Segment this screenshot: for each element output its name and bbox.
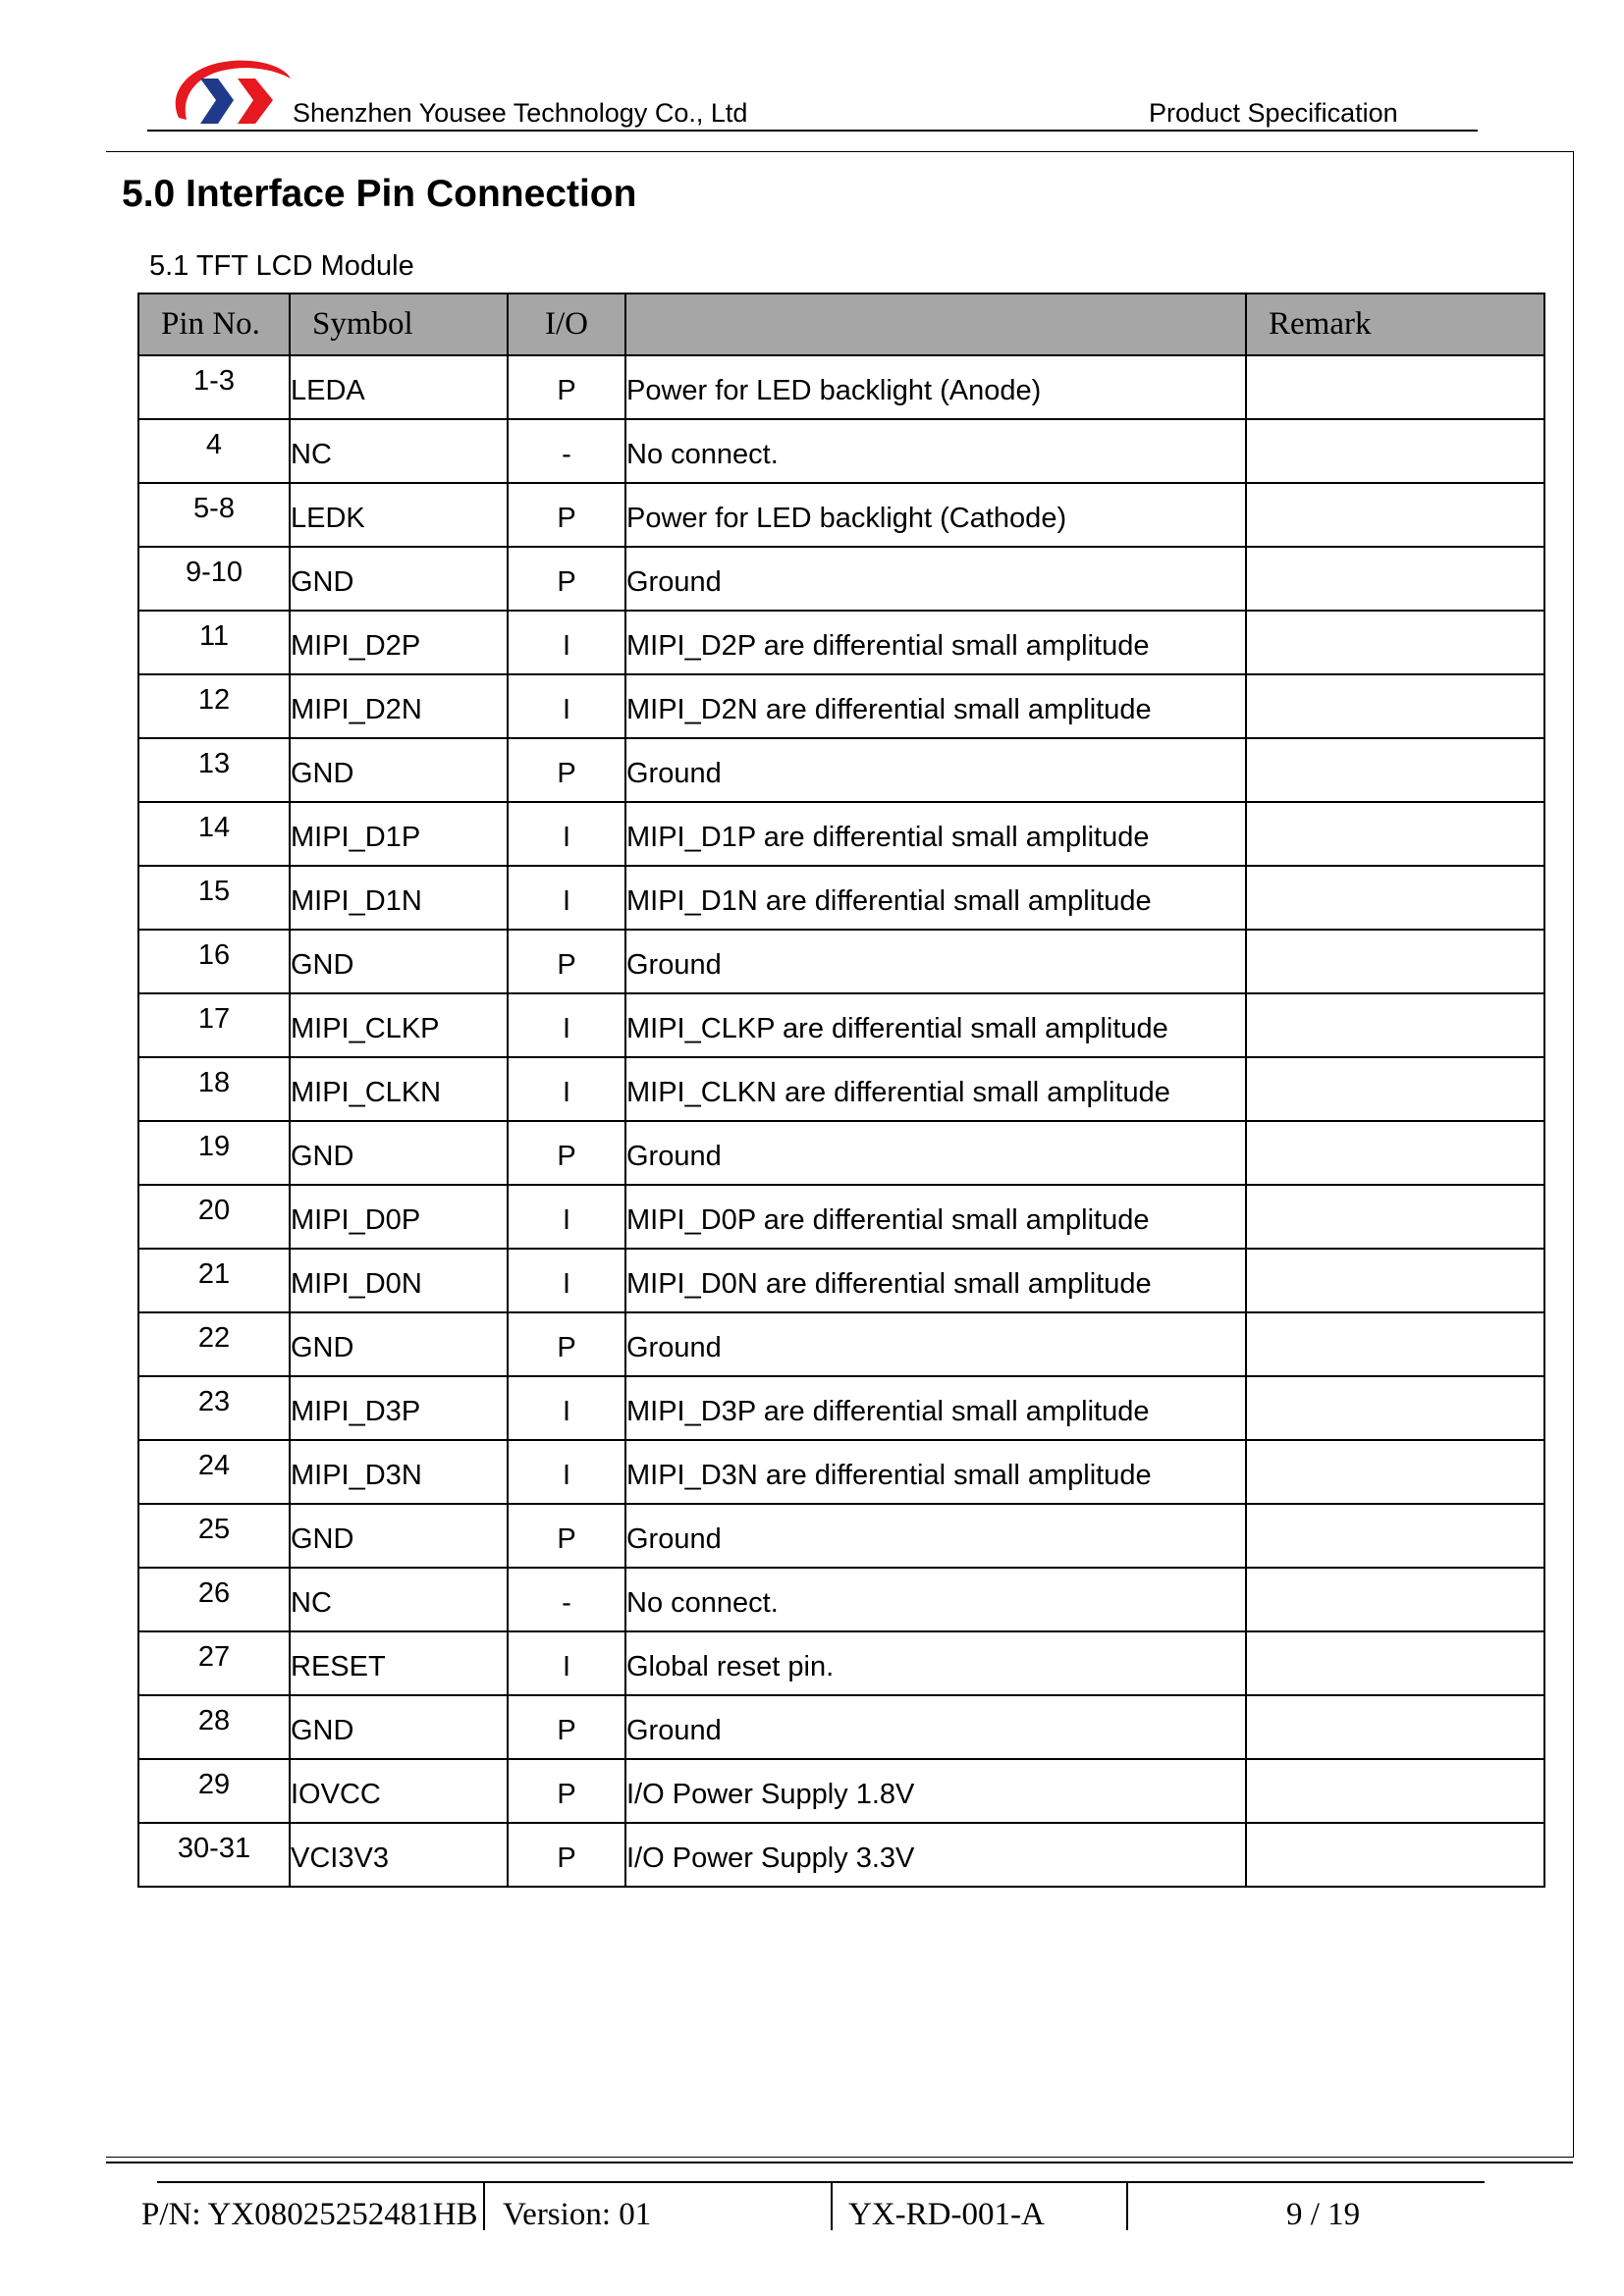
symbol-text: GND bbox=[291, 1715, 354, 1746]
io-type-cell bbox=[508, 674, 625, 738]
description-cell bbox=[625, 1312, 1246, 1376]
io-type-text: P bbox=[557, 949, 576, 981]
description-cell bbox=[625, 419, 1246, 483]
symbol-text: IOVCC bbox=[291, 1779, 381, 1810]
remark-cell bbox=[1246, 1504, 1544, 1568]
remark-cell bbox=[1246, 611, 1544, 674]
description-cell bbox=[625, 930, 1246, 993]
io-type-text: I bbox=[562, 1013, 571, 1044]
description-text: Global reset pin. bbox=[626, 1651, 835, 1682]
io-type-cell bbox=[508, 355, 625, 419]
io-type-cell bbox=[508, 483, 625, 547]
description-cell bbox=[625, 866, 1246, 930]
description-cell bbox=[625, 1057, 1246, 1121]
footer-separator bbox=[831, 2183, 833, 2230]
pin-table bbox=[137, 293, 1545, 1888]
pin-number-text: 5-8 bbox=[193, 493, 235, 524]
table-row bbox=[138, 1504, 1544, 1568]
pin-number-text: 22 bbox=[197, 1322, 231, 1354]
part-number: P/N: YX08025252481HB bbox=[141, 2197, 478, 2232]
io-type-text: I bbox=[562, 1204, 571, 1236]
description-text: Ground bbox=[626, 1715, 722, 1746]
symbol-cell bbox=[290, 419, 508, 483]
remark-cell bbox=[1246, 930, 1544, 993]
remark-cell bbox=[1246, 1631, 1544, 1695]
description-text: Ground bbox=[626, 949, 722, 981]
symbol-cell bbox=[290, 930, 508, 993]
pin-number-text: 30-31 bbox=[177, 1833, 251, 1864]
io-type-cell bbox=[508, 802, 625, 866]
symbol-text: GND bbox=[291, 566, 354, 598]
col-header-io: I/O bbox=[508, 294, 625, 355]
pin-number-text: 16 bbox=[197, 939, 231, 971]
remark-cell bbox=[1246, 674, 1544, 738]
description-text: MIPI_D0P are differential small amplitude bbox=[626, 1204, 1150, 1236]
pin-number-cell bbox=[138, 1312, 290, 1376]
document-type: Product Specification bbox=[1149, 98, 1398, 128]
symbol-text: VCI3V3 bbox=[291, 1842, 389, 1874]
symbol-text: GND bbox=[291, 1523, 354, 1555]
symbol-cell bbox=[290, 1695, 508, 1759]
symbol-cell bbox=[290, 611, 508, 674]
description-text: MIPI_D0N are differential small amplitude bbox=[626, 1268, 1152, 1300]
company-logo-icon bbox=[157, 49, 295, 137]
description-cell bbox=[625, 611, 1246, 674]
table-row bbox=[138, 1631, 1544, 1695]
description-text: MIPI_D2N are differential small amplitude bbox=[626, 694, 1152, 725]
symbol-cell bbox=[290, 1057, 508, 1121]
io-type-cell bbox=[508, 738, 625, 802]
remark-cell bbox=[1246, 1185, 1544, 1249]
table-row bbox=[138, 1568, 1544, 1631]
pin-number-cell bbox=[138, 802, 290, 866]
io-type-text: I bbox=[562, 1077, 571, 1108]
symbol-cell bbox=[290, 1823, 508, 1887]
io-type-text: P bbox=[557, 566, 576, 598]
symbol-cell bbox=[290, 1568, 508, 1631]
pin-number-text: 18 bbox=[197, 1067, 231, 1098]
pin-number-cell bbox=[138, 611, 290, 674]
remark-cell bbox=[1246, 419, 1544, 483]
table-row bbox=[138, 674, 1544, 738]
io-type-text: P bbox=[557, 1332, 576, 1363]
table-row bbox=[138, 547, 1544, 611]
io-type-text: P bbox=[557, 375, 576, 406]
io-type-text: I bbox=[562, 1651, 571, 1682]
description-cell bbox=[625, 1823, 1246, 1887]
io-type-cell bbox=[508, 1376, 625, 1440]
col-header-remark: Remark bbox=[1246, 294, 1544, 355]
io-type-cell bbox=[508, 993, 625, 1057]
io-type-text: I bbox=[562, 1268, 571, 1300]
page-header bbox=[147, 39, 1478, 133]
symbol-cell bbox=[290, 483, 508, 547]
description-cell bbox=[625, 802, 1246, 866]
pin-number-text: 29 bbox=[197, 1769, 231, 1800]
footer-separator bbox=[483, 2183, 485, 2230]
table-row bbox=[138, 1185, 1544, 1249]
footer-separator bbox=[1126, 2183, 1128, 2230]
io-type-text: P bbox=[557, 1141, 576, 1172]
symbol-cell bbox=[290, 1185, 508, 1249]
pin-number-cell bbox=[138, 1823, 290, 1887]
table-row bbox=[138, 993, 1544, 1057]
pin-number-cell bbox=[138, 1057, 290, 1121]
table-row bbox=[138, 1057, 1544, 1121]
remark-cell bbox=[1246, 1057, 1544, 1121]
symbol-text: LEDA bbox=[291, 375, 365, 406]
symbol-text: MIPI_D1P bbox=[291, 822, 421, 853]
pin-number-text: 13 bbox=[197, 748, 231, 779]
pin-number-text: 1-3 bbox=[193, 365, 235, 397]
symbol-cell bbox=[290, 355, 508, 419]
io-type-cell bbox=[508, 611, 625, 674]
description-cell bbox=[625, 1759, 1246, 1823]
symbol-text: MIPI_D0N bbox=[291, 1268, 422, 1300]
symbol-text: GND bbox=[291, 1141, 354, 1172]
description-text: MIPI_D1P are differential small amplitude bbox=[626, 822, 1150, 853]
symbol-text: GND bbox=[291, 1332, 354, 1363]
description-cell bbox=[625, 1504, 1246, 1568]
io-type-text: P bbox=[557, 1715, 576, 1746]
description-text: Power for LED backlight (Anode) bbox=[626, 375, 1042, 406]
company-name: Shenzhen Yousee Technology Co., Ltd bbox=[293, 98, 748, 128]
description-cell bbox=[625, 1440, 1246, 1504]
io-type-text: I bbox=[562, 885, 571, 917]
table-row bbox=[138, 1695, 1544, 1759]
io-type-cell bbox=[508, 1249, 625, 1312]
io-type-text: P bbox=[557, 1842, 576, 1874]
symbol-cell bbox=[290, 738, 508, 802]
description-text: MIPI_D1N are differential small amplitude bbox=[626, 885, 1152, 917]
symbol-cell bbox=[290, 993, 508, 1057]
io-type-cell bbox=[508, 1504, 625, 1568]
pin-number-cell bbox=[138, 1631, 290, 1695]
table-row bbox=[138, 930, 1544, 993]
pin-number-text: 19 bbox=[197, 1131, 231, 1162]
table-row bbox=[138, 1249, 1544, 1312]
pin-number-text: 17 bbox=[197, 1003, 231, 1035]
pin-number-text: 9-10 bbox=[185, 557, 244, 588]
remark-cell bbox=[1246, 483, 1544, 547]
io-type-text: P bbox=[557, 503, 576, 534]
symbol-text: MIPI_D2N bbox=[291, 694, 422, 725]
table-row bbox=[138, 1376, 1544, 1440]
symbol-cell bbox=[290, 802, 508, 866]
io-type-cell bbox=[508, 930, 625, 993]
pin-number-cell bbox=[138, 1440, 290, 1504]
description-text: I/O Power Supply 1.8V bbox=[626, 1779, 915, 1810]
remark-cell bbox=[1246, 1568, 1544, 1631]
io-type-cell bbox=[508, 1440, 625, 1504]
pin-number-cell bbox=[138, 419, 290, 483]
pin-number-cell bbox=[138, 1249, 290, 1312]
description-text: MIPI_D2P are differential small amplitude bbox=[626, 630, 1150, 662]
table-row bbox=[138, 1823, 1544, 1887]
symbol-cell bbox=[290, 674, 508, 738]
pin-number-cell bbox=[138, 866, 290, 930]
pin-number-text: 12 bbox=[197, 684, 231, 716]
pin-number-cell bbox=[138, 1695, 290, 1759]
description-text: Power for LED backlight (Cathode) bbox=[626, 503, 1067, 534]
description-cell bbox=[625, 1121, 1246, 1185]
remark-cell bbox=[1246, 1759, 1544, 1823]
io-type-cell bbox=[508, 1759, 625, 1823]
pin-number-text: 23 bbox=[197, 1386, 231, 1417]
symbol-text: NC bbox=[291, 439, 332, 470]
table-row bbox=[138, 419, 1544, 483]
description-cell bbox=[625, 1695, 1246, 1759]
table-row bbox=[138, 802, 1544, 866]
pin-number-cell bbox=[138, 1376, 290, 1440]
description-text: MIPI_CLKN are differential small amplitude bbox=[626, 1077, 1170, 1108]
io-type-cell bbox=[508, 1185, 625, 1249]
header-divider bbox=[147, 130, 1478, 132]
table-row bbox=[138, 355, 1544, 419]
subsection-title: 5.1 TFT LCD Module bbox=[149, 250, 414, 282]
remark-cell bbox=[1246, 738, 1544, 802]
pin-number-text: 27 bbox=[197, 1641, 231, 1673]
symbol-text: MIPI_CLKN bbox=[291, 1077, 442, 1108]
remark-cell bbox=[1246, 547, 1544, 611]
symbol-text: RESET bbox=[291, 1651, 386, 1682]
symbol-cell bbox=[290, 1759, 508, 1823]
remark-cell bbox=[1246, 866, 1544, 930]
io-type-text: I bbox=[562, 1460, 571, 1491]
io-type-text: P bbox=[557, 1523, 576, 1555]
col-header-symbol: Symbol bbox=[290, 294, 508, 355]
io-type-text: I bbox=[562, 694, 571, 725]
symbol-cell bbox=[290, 547, 508, 611]
symbol-cell bbox=[290, 1121, 508, 1185]
description-cell bbox=[625, 1631, 1246, 1695]
pin-number-cell bbox=[138, 930, 290, 993]
pin-number-text: 15 bbox=[197, 876, 231, 907]
symbol-text: GND bbox=[291, 758, 354, 789]
description-text: Ground bbox=[626, 758, 722, 789]
symbol-text: LEDK bbox=[291, 503, 365, 534]
io-type-cell bbox=[508, 419, 625, 483]
io-type-cell bbox=[508, 1823, 625, 1887]
table-row bbox=[138, 738, 1544, 802]
table-row bbox=[138, 1759, 1544, 1823]
col-header-pin: Pin No. bbox=[138, 294, 290, 355]
symbol-text: GND bbox=[291, 949, 354, 981]
io-type-cell bbox=[508, 1057, 625, 1121]
pin-number-text: 11 bbox=[198, 620, 230, 652]
pin-number-cell bbox=[138, 738, 290, 802]
pin-number-cell bbox=[138, 993, 290, 1057]
io-type-text: - bbox=[562, 439, 571, 470]
description-text: MIPI_D3N are differential small amplitude bbox=[626, 1460, 1152, 1491]
pin-number-text: 25 bbox=[197, 1514, 231, 1545]
description-cell bbox=[625, 1249, 1246, 1312]
symbol-text: MIPI_D1N bbox=[291, 885, 422, 917]
document-code: YX-RD-001-A bbox=[848, 2197, 1045, 2232]
description-cell bbox=[625, 483, 1246, 547]
table-row bbox=[138, 611, 1544, 674]
pin-number-text: 21 bbox=[197, 1258, 231, 1290]
pin-number-text: 14 bbox=[197, 812, 231, 843]
table-header-row bbox=[138, 294, 1544, 355]
remark-cell bbox=[1246, 1249, 1544, 1312]
col-header-description bbox=[625, 294, 1246, 355]
symbol-cell bbox=[290, 1504, 508, 1568]
table-row bbox=[138, 1121, 1544, 1185]
io-type-cell bbox=[508, 547, 625, 611]
pin-number-text: 24 bbox=[197, 1450, 231, 1481]
pin-number-cell bbox=[138, 1568, 290, 1631]
pin-number-text: 4 bbox=[205, 429, 223, 460]
io-type-text: P bbox=[557, 1779, 576, 1810]
description-cell bbox=[625, 355, 1246, 419]
pin-number-cell bbox=[138, 355, 290, 419]
pin-number-cell bbox=[138, 1185, 290, 1249]
pin-number-cell bbox=[138, 1504, 290, 1568]
remark-cell bbox=[1246, 1121, 1544, 1185]
symbol-cell bbox=[290, 1249, 508, 1312]
description-cell bbox=[625, 1568, 1246, 1631]
symbol-cell bbox=[290, 866, 508, 930]
remark-cell bbox=[1246, 1440, 1544, 1504]
symbol-cell bbox=[290, 1440, 508, 1504]
description-cell bbox=[625, 1185, 1246, 1249]
pin-number-cell bbox=[138, 547, 290, 611]
footer-divider-top bbox=[106, 2162, 1573, 2163]
remark-cell bbox=[1246, 802, 1544, 866]
pin-number-cell bbox=[138, 483, 290, 547]
table-row bbox=[138, 1312, 1544, 1376]
symbol-text: MIPI_D0P bbox=[291, 1204, 421, 1236]
symbol-text: MIPI_D3P bbox=[291, 1396, 421, 1427]
description-cell bbox=[625, 674, 1246, 738]
description-cell bbox=[625, 1376, 1246, 1440]
description-text: No connect. bbox=[626, 439, 779, 470]
symbol-cell bbox=[290, 1312, 508, 1376]
io-type-text: I bbox=[562, 1396, 571, 1427]
description-cell bbox=[625, 547, 1246, 611]
io-type-text: I bbox=[562, 822, 571, 853]
description-text: MIPI_CLKP are differential small amplitude bbox=[626, 1013, 1168, 1044]
version: Version: 01 bbox=[503, 2197, 652, 2232]
io-type-text: I bbox=[562, 630, 571, 662]
description-text: Ground bbox=[626, 1523, 722, 1555]
symbol-text: MIPI_CLKP bbox=[291, 1013, 440, 1044]
remark-cell bbox=[1246, 1823, 1544, 1887]
remark-cell bbox=[1246, 1376, 1544, 1440]
symbol-cell bbox=[290, 1376, 508, 1440]
page-number: 9 / 19 bbox=[1286, 2197, 1361, 2232]
description-cell bbox=[625, 738, 1246, 802]
remark-cell bbox=[1246, 1312, 1544, 1376]
section-title: 5.0 Interface Pin Connection bbox=[122, 173, 637, 215]
remark-cell bbox=[1246, 355, 1544, 419]
remark-cell bbox=[1246, 993, 1544, 1057]
io-type-text: P bbox=[557, 758, 576, 789]
table-row bbox=[138, 866, 1544, 930]
page-footer bbox=[0, 2181, 1624, 2240]
description-text: Ground bbox=[626, 1141, 722, 1172]
symbol-cell bbox=[290, 1631, 508, 1695]
symbol-text: MIPI_D2P bbox=[291, 630, 421, 662]
symbol-text: MIPI_D3N bbox=[291, 1460, 422, 1491]
pin-number-cell bbox=[138, 1759, 290, 1823]
table-row bbox=[138, 483, 1544, 547]
pin-number-cell bbox=[138, 674, 290, 738]
pin-number-text: 26 bbox=[197, 1577, 231, 1609]
description-text: No connect. bbox=[626, 1587, 779, 1619]
io-type-text: - bbox=[562, 1587, 571, 1619]
table-row bbox=[138, 1440, 1544, 1504]
io-type-cell bbox=[508, 1631, 625, 1695]
io-type-cell bbox=[508, 1695, 625, 1759]
remark-cell bbox=[1246, 1695, 1544, 1759]
pin-number-cell bbox=[138, 1121, 290, 1185]
description-text: MIPI_D3P are differential small amplitude bbox=[626, 1396, 1150, 1427]
io-type-cell bbox=[508, 866, 625, 930]
pin-number-text: 28 bbox=[197, 1705, 231, 1736]
pin-number-text: 20 bbox=[197, 1195, 231, 1226]
description-cell bbox=[625, 993, 1246, 1057]
description-text: Ground bbox=[626, 566, 722, 598]
io-type-cell bbox=[508, 1568, 625, 1631]
io-type-cell bbox=[508, 1312, 625, 1376]
symbol-text: NC bbox=[291, 1587, 332, 1619]
description-text: Ground bbox=[626, 1332, 722, 1363]
description-text: I/O Power Supply 3.3V bbox=[626, 1842, 915, 1874]
io-type-cell bbox=[508, 1121, 625, 1185]
